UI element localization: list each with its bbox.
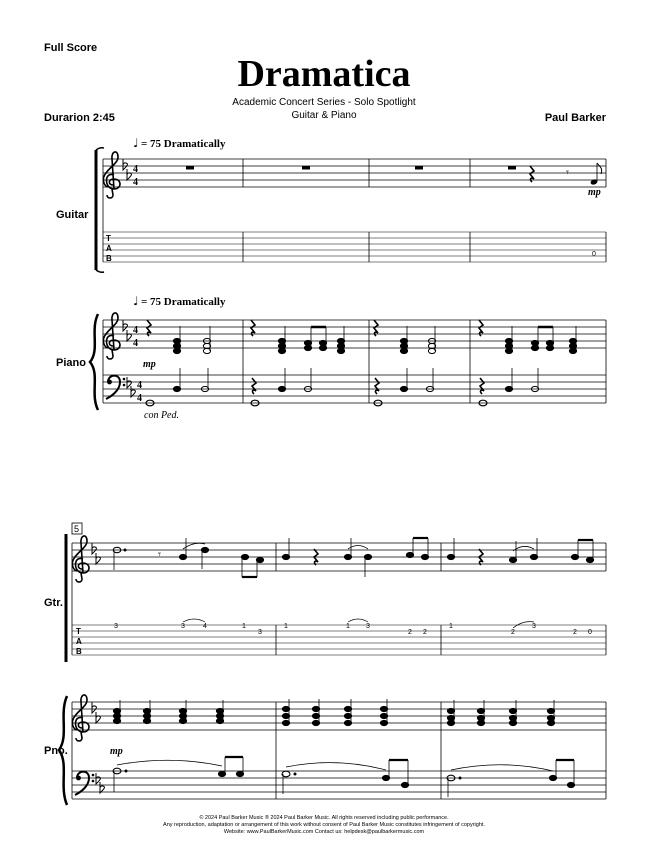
tab-number: 1 [242,623,246,630]
whole-rest [186,166,516,170]
svg-text:B: B [106,254,112,263]
svg-text:4: 4 [137,380,142,391]
copyright-line: Any reproduction, adaptation or arrangement of this work without consent of Paul Barker Music constitutes infringement of copyright. [163,822,485,828]
guitar-tab-1 [103,232,606,262]
tab-number: 1 [346,623,350,630]
instrumentation-label: Guitar & Piano [291,110,357,121]
svg-text:4: 4 [133,338,138,349]
tab-number: 4 [203,623,207,630]
piano-rh-notes-2 [113,699,554,726]
flat-icon [92,702,96,713]
flat-icon [127,330,131,341]
measure-number: 5 [74,524,80,534]
dynamic-marking: mp [588,187,601,198]
svg-text:4: 4 [137,393,142,404]
flat-icon [96,712,100,723]
tab-number: 2 [423,629,427,636]
guitar-label: Gtr. [44,597,63,609]
svg-text:A: A [76,637,82,646]
guitar-staff-2 [72,543,606,571]
piano-lh-staff-2 [72,771,606,799]
svg-text:𝄾: 𝄾 [566,166,569,179]
contact-line: Website: www.PaulBarkerMusic.com Contact us: helpdesk@paulbarkermusic.com [223,829,425,835]
piece-subtitle: Academic Concert Series - Solo Spotlight [232,97,416,108]
copyright-line: © 2024 Paul Barker Music ® 2024 Paul Barker Music. All rights reserved including public performance. [199,815,449,821]
copyright-footer [0,815,648,836]
dynamic-marking: mp [110,746,123,757]
tab-number: 1 [449,623,453,630]
piano-lh-notes-2 [113,757,575,797]
tab-number: 0 [592,251,596,258]
piano-lh-notes-1 [146,368,539,406]
bass-clef-icon [75,772,94,795]
tab-number: 0 [588,629,592,636]
tab-number: 3 [532,623,536,630]
tab-number: 3 [258,629,262,636]
duration-label: Durarion 2:45 [44,112,115,124]
svg-text:♩: ♩ [133,136,139,150]
svg-text:T: T [76,627,81,636]
tab-number: 3 [366,623,370,630]
piano-rh-notes-1 [147,320,577,354]
svg-text:B: B [76,647,82,656]
tab-number: 3 [181,623,185,630]
svg-text:A: A [106,244,112,253]
guitar-tab-2 [72,625,606,655]
tempo-marking-guitar: = 75 Dramatically [141,138,226,150]
svg-text:𝄾: 𝄾 [158,548,161,561]
piano-label: Piano [56,357,86,369]
flat-icon [131,386,135,397]
score-type-label: Full Score [44,42,98,54]
piano-brace [90,314,98,410]
svg-text:♩: ♩ [133,294,139,308]
flat-icon [100,782,104,793]
tab-number: 2 [573,629,577,636]
flat-icon [123,159,127,170]
flat-icon [123,320,127,331]
piano-rh-staff-2 [72,702,606,730]
dynamic-marking: mp [143,359,156,370]
svg-text:T: T [106,234,111,243]
svg-text:4: 4 [133,177,138,188]
svg-text:4: 4 [133,164,138,175]
tab-number: 1 [284,623,288,630]
tab-number: 2 [408,629,412,636]
pedal-marking: con Ped. [144,410,179,421]
bass-clef-icon [106,376,125,399]
tab-number: 3 [114,623,118,630]
flat-icon [92,543,96,554]
piano-label: Pno. [44,745,68,757]
piece-title: Dramatica [237,53,411,95]
guitar-label: Guitar [56,209,89,221]
tempo-marking-piano: = 75 Dramatically [141,296,226,308]
quarter-rest-icon [530,166,534,182]
flat-icon [96,553,100,564]
tab-number: 2 [511,629,515,636]
svg-text:4: 4 [133,325,138,336]
composer-name: Paul Barker [544,112,606,124]
flat-icon [127,169,131,180]
